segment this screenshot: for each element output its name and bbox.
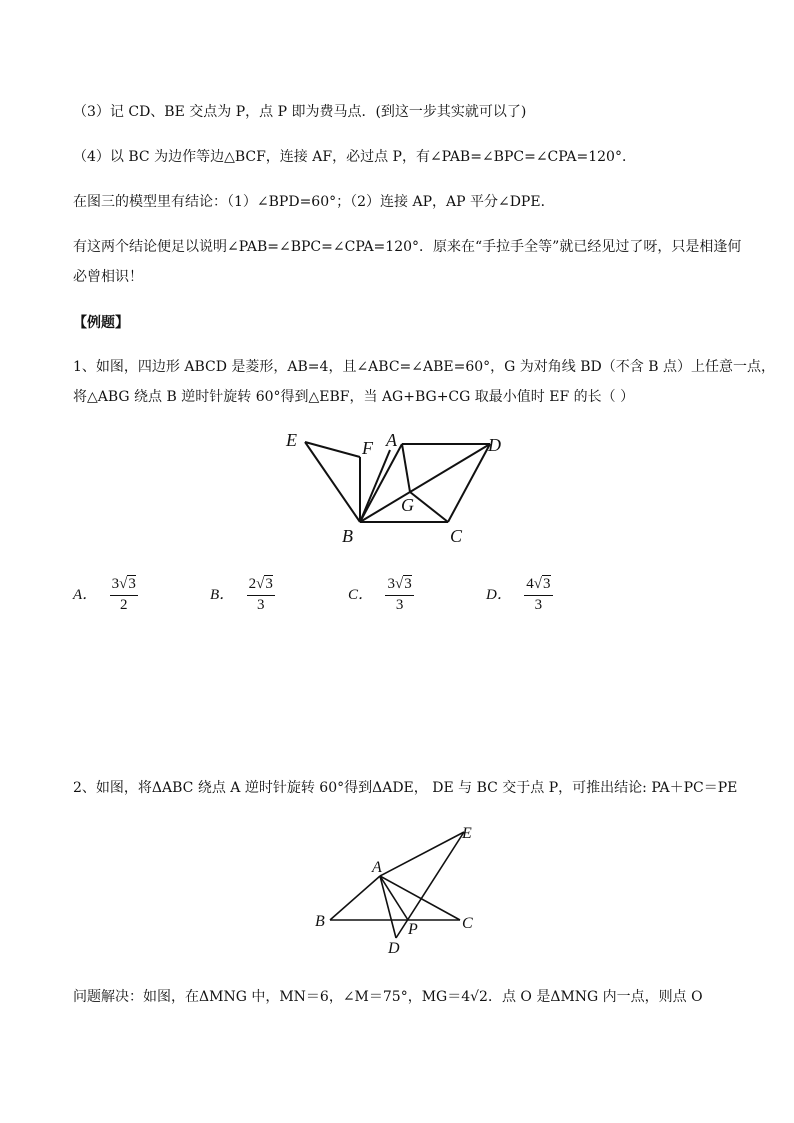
text-line-2: （4）以 BC 为边作等边△BCF，连接 AF，必过点 P，有∠PAB=∠BPC=∠CPA=120°． bbox=[73, 149, 636, 165]
option-b[interactable] bbox=[210, 576, 275, 614]
figure-1-label-B: B bbox=[342, 526, 353, 546]
figure-2-label-P: P bbox=[408, 921, 418, 938]
figure-2-label-A: A bbox=[372, 859, 382, 876]
figure-2-label-C: C bbox=[462, 915, 473, 932]
figure-2-label-E: E bbox=[462, 825, 472, 842]
text-line-3: 在图三的模型里有结论：（1）∠BPD=60°；（2）连接 AP，AP 平分∠DPE． bbox=[73, 194, 555, 210]
option-a[interactable] bbox=[73, 576, 138, 614]
option-d-fraction: $\frac{4√3}{3}$ bbox=[526, 576, 551, 613]
figure-1-label-E: E bbox=[286, 430, 297, 450]
section-heading: 【例题】 bbox=[73, 315, 129, 331]
option-b-fraction: $\frac{2√3}{3}$ bbox=[248, 576, 273, 613]
option-c[interactable] bbox=[348, 576, 414, 614]
figure-1-label-G: G bbox=[401, 495, 414, 515]
figure-1-label-C: C bbox=[450, 526, 463, 546]
figure-1-label-D: D bbox=[488, 435, 501, 455]
text-line-5: 必曾相识！ bbox=[73, 269, 143, 285]
figure-2-rotation-diagram bbox=[310, 820, 500, 960]
text-line-1: （3）记 CD、BE 交点为 P，点 P 即为费马点．(到这一步其实就可以了) bbox=[73, 104, 527, 120]
option-d[interactable] bbox=[486, 576, 553, 614]
figure-2-label-B: B bbox=[315, 913, 325, 930]
option-c-letter: C． bbox=[348, 587, 374, 603]
figure-1-rhombus-diagram bbox=[270, 420, 520, 550]
question-3-text: 问题解决：如图，在ΔMNG 中，MN＝6，∠M＝75°，MG＝4√2．点 O 是ΔMNG 内一点，则点 O bbox=[73, 989, 703, 1005]
question-1-line-b: 将△ABG 绕点 B 逆时针旋转 60°得到△EBF，当 AG+BG+CG 取最小值时 EF 的长（ ） bbox=[73, 389, 635, 405]
option-a-letter: A． bbox=[73, 587, 98, 603]
option-a-fraction: $\frac{3√3}{2}$ bbox=[111, 576, 136, 613]
figure-1-label-F: F bbox=[362, 438, 373, 458]
option-d-letter: D． bbox=[486, 587, 512, 603]
question-2-text: 2、如图，将ΔABC 绕点 A 逆时针旋转 60°得到ΔADE， DE 与 BC 交于点 P，可推出结论: PA＋PC＝PE bbox=[73, 780, 738, 796]
figure-1-label-A: A bbox=[386, 430, 397, 450]
option-c-fraction: $\frac{3√3}{3}$ bbox=[387, 576, 412, 613]
option-b-letter: B． bbox=[210, 587, 235, 603]
figure-2-label-D: D bbox=[388, 940, 400, 957]
question-1-line-a: 1、如图，四边形 ABCD 是菱形，AB=4，且∠ABC=∠ABE=60°，G 为对角线 BD（不含 B 点）上任意一点， bbox=[73, 359, 775, 375]
text-line-4: 有这两个结论便足以说明∠PAB=∠BPC=∠CPA=120°．原来在“手拉手全等”就已经见过了呀，只是相逢何 bbox=[73, 239, 742, 255]
